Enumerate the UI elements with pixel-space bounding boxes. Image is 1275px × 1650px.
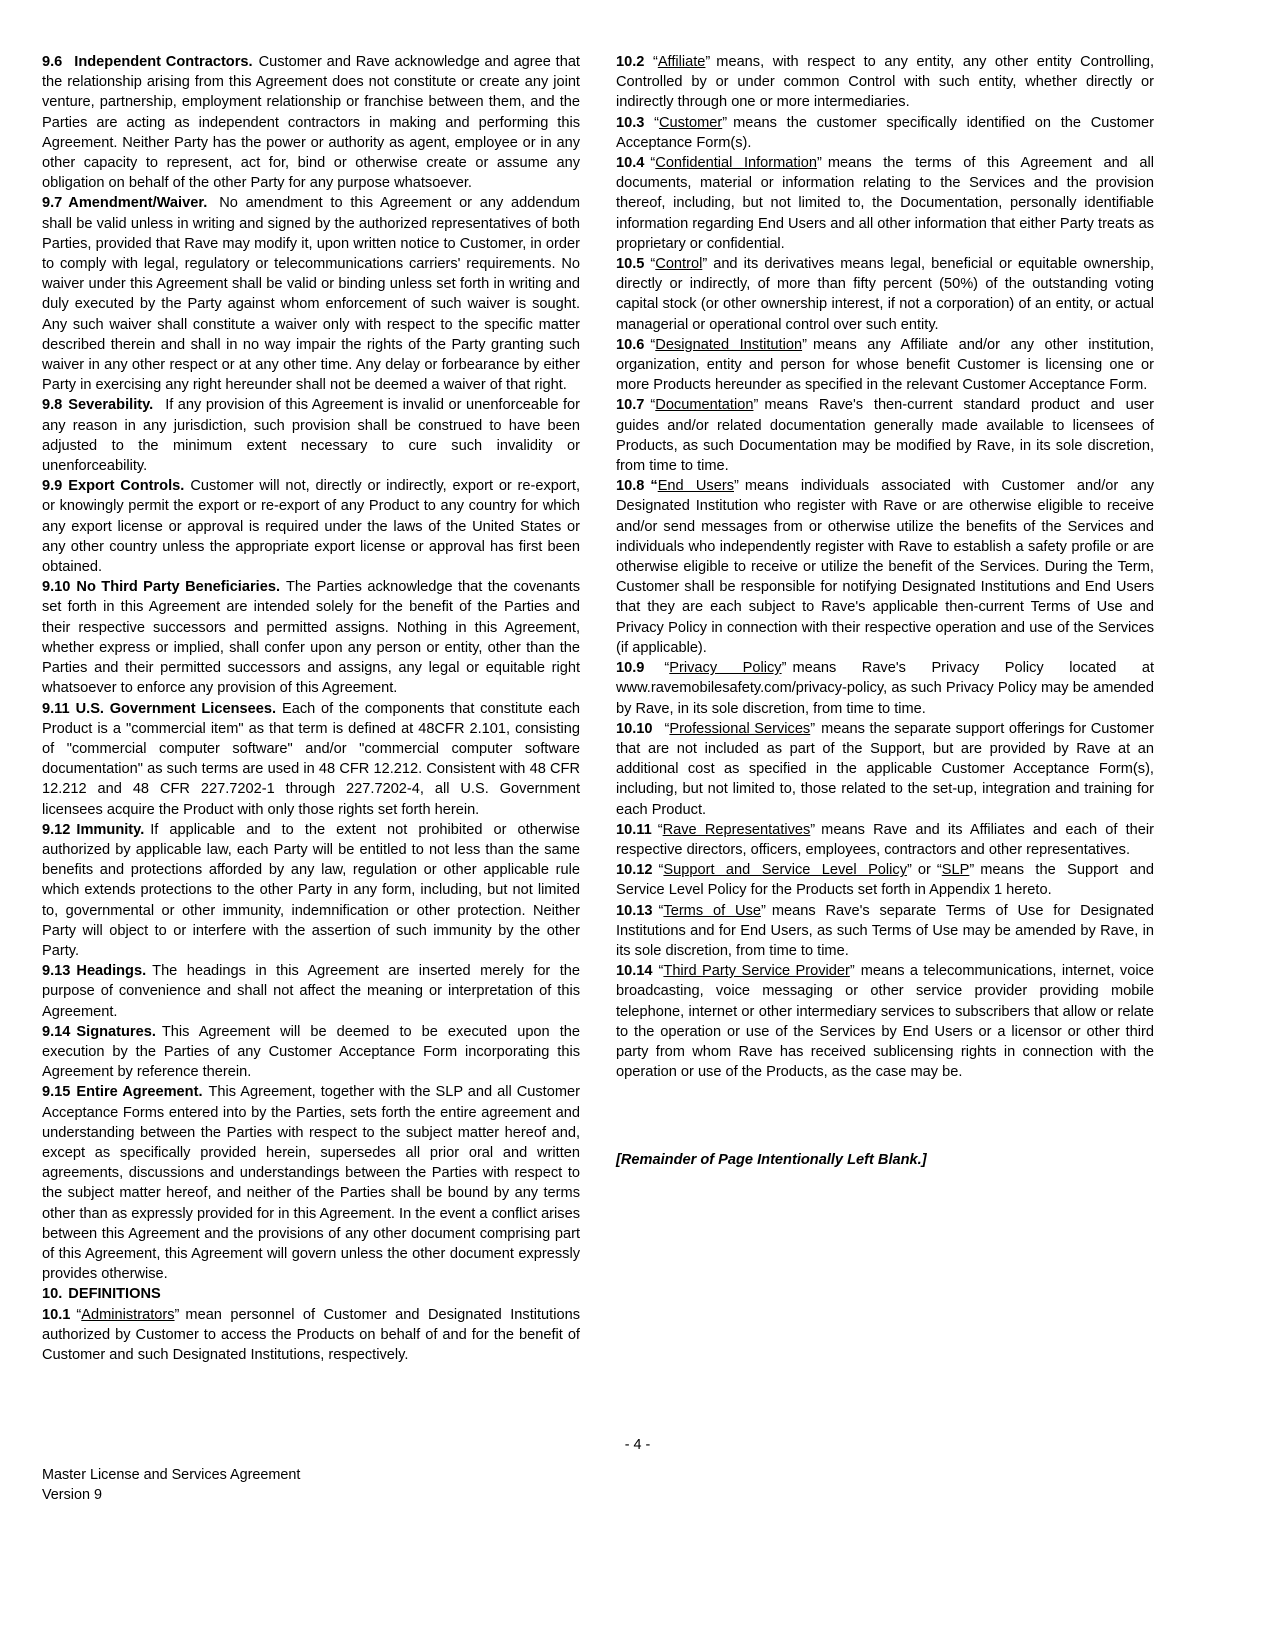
section-10-2: 10.2 “Affiliate” means, with respect to any entity, any other entity Controlling, Controlled by or under common Control with such entity, whether directly or indirectly through one or more intermediaries. (616, 54, 1154, 111)
section-10-9-term: Privacy Policy (669, 660, 782, 677)
section-10-14: 10.14 “Third Party Service Provider” means a telecommunications, internet, voice broadcasting, voice messaging or other service provider providing mobile telephone, internet or other intermediary services to subscribers that allow or relate to the operation or use of the Services by End Users or a licensor or other third party from whom Rave has received sublicensing rights in connection with the operation or use of the Products, as the case may be. (616, 963, 1154, 1081)
section-10-2-body: means, with respect to any entity, any other entity Controlling, Controlled by or under common Control with such entity, whether directly or indirectly through one or more intermediaries. (616, 54, 1154, 111)
section-10-7-term: Documentation (655, 397, 754, 414)
section-10-10-term: Professional Services (669, 720, 811, 737)
section-10-10: 10.10 “Professional Services” means the separate support offerings for Customer that are not included as part of the Support, but are provided by Rave at an additional cost as specified in the applicable Customer Acceptance Form(s), including, but not limited to, those related to the set-up, integration and training for each Product. (616, 720, 1154, 818)
section-10-6-number: 10.6 (616, 336, 645, 353)
footer-version: Version 9 (42, 1487, 103, 1504)
section-10-1-body: mean personnel of Customer and Designated Institutions authorized by Customer to access the Products on behalf of and for the benefit of Customer and such Designated Institutions, respectively. (42, 1306, 580, 1363)
section-10-4: 10.4 “Confidential Information” means the terms of this Agreement and all documents, material or information relating to the Services and the provision thereof, including, but not limited to, the Documentation, personally identifiable information regarding End Users and all other information that either Party treats as proprietary or confidential. (616, 155, 1154, 252)
section-10-number: 10. (42, 1286, 63, 1303)
section-9-15-number: 9.15 (42, 1084, 71, 1101)
section-9-6 (42, 52, 580, 193)
section-10-8-term: End Users (657, 478, 734, 495)
section-10-3: 10.3 “Customer” means the customer specifically identified on the Customer Acceptance Form(s). (616, 114, 1154, 151)
section-9-11-heading: U.S. Government Licensees. (75, 700, 277, 717)
section-9-8-body: If any provision of this Agreement is invalid or unenforceable for any reason in any jurisdiction, such provision shall be construed to have been adjusted to the minimum extent necessary to cure such invalidity or unenforceability. (42, 397, 580, 475)
section-9-8-number: 9.8 (42, 397, 63, 414)
section-10-2-term: Affiliate (657, 54, 706, 70)
section-10-12-term: Support and Service Level Policy (663, 862, 907, 879)
section-9-10-heading: No Third Party Beneficiaries. (76, 579, 280, 596)
section-9-8-heading: Severability. (68, 397, 154, 414)
section-9-12-heading: Immunity. (76, 821, 145, 838)
section-9-11-number: 9.11 (42, 700, 70, 717)
section-9-10 (42, 577, 580, 698)
section-10-4-number: 10.4 (616, 155, 645, 172)
section-10-13-number: 10.13 (616, 902, 653, 919)
section-9-15-heading: Entire Agreement. (76, 1084, 203, 1101)
section-9-15-body: This Agreement, together with the SLP and all Customer Acceptance Forms entered into by the Parties, sets forth the entire agreement and understanding between the Parties with respect to the subject matter hereof and, except as specifically provided herein, supersedes all prior oral and written agreements, discussions and understandings between the Parties with respect to the subject matter hereof, and neither of the Parties shall be bound by any terms other than as expressly provided for in this Agreement. In the event a conflict arises between this Agreement and the provisions of any other document comprising part of this Agreement, this Agreement will govern unless the other document expressly provides otherwise. (42, 1084, 580, 1283)
section-10-13: 10.13 “Terms of Use” means Rave's separate Terms of Use for Designated Institutions and for End Users, as such Terms of Use may be amended by Rave, in its sole discretion, from time to time. (616, 902, 1154, 959)
section-10-5-body: and its derivatives means legal, beneficial or equitable ownership, directly or indirectly, of more than fifty percent (50%) of the outstanding voting capital stock (or other ownership interest, if not a corporation) of an entity, or actual managerial or operational control over such entity. (616, 256, 1154, 333)
right-column (616, 52, 1154, 1168)
section-10-12-body: means the Support and Service Level Policy for the Products set forth in Appendix 1 hereto. (616, 862, 1154, 899)
section-10-7-number: 10.7 (616, 397, 645, 414)
section-9-13 (42, 961, 580, 1022)
section-10-8: 10.8 “End Users” means individuals associated with Customer and/or any Designated Institution who register with Rave or are otherwise eligible to receive and/or send messages from or otherwise utilize the benefits of the Services and individuals who independently register with Rave to establish a safety profile or are otherwise eligible to receive or utilize the benefit of the Services. During the Term, Customer shall be responsible for notifying Designated Institutions and End Users that they are each subject to Rave's applicable then-current Terms of Use and Privacy Policy in connection with their respective operation and use of the Services (if applicable). (616, 478, 1154, 656)
section-9-8 (42, 395, 580, 476)
section-10-12-number: 10.12 (616, 862, 653, 879)
section-9-9-heading: Export Controls. (68, 478, 185, 495)
section-9-9-number: 9.9 (42, 478, 63, 495)
section-10-13-body: means Rave's separate Terms of Use for Designated Institutions and for End Users, as such Terms of Use may be amended by Rave, in its sole discretion, from time to time. (616, 902, 1154, 959)
section-10-1-number: 10.1 (42, 1306, 71, 1323)
remainder-of-page-note: [Remainder of Page Intentionally Left Blank.] (616, 1152, 927, 1169)
section-10-9-body: means Rave's Privacy Policy located at www.ravemobilesafety.com/privacy-policy, as such Privacy Policy may be amended by Rave, in its sole discretion, from time to time. (616, 660, 1154, 717)
section-10-14-number: 10.14 (616, 963, 653, 980)
section-9-6-body: Customer and Rave acknowledge and agree that the relationship arising from this Agreement does not constitute or create any joint venture, partnership, employment relationship or franchise between them, and the Parties are acting as independent contractors in making and performing this Agreement. Neither Party has the power or authority as agent, employee or in any other capacity to represent, act for, bind or otherwise create or assume any obligation on behalf of the other Party for any purpose whatsoever. (42, 54, 580, 192)
section-9-11-body: Each of the components that constitute each Product is a "commercial item" as that term is defined at 48CFR 2.101, consisting of "commercial computer software" and/or "commercial computer software documentation" as such terms are used in 48 CFR 12.212. Consistent with 48 CFR 12.212 and 48 CFR 227.7202-1 through 227.7202-4, all U.S. Government licensees acquire the Product with only those rights set forth herein. (42, 700, 580, 818)
page-number: - 4 - (624, 1437, 651, 1453)
section-10-1: 10.1 “Administrators” mean personnel of Customer and Designated Institutions authorized by Customer to access the Products on behalf of and for the benefit of Customer and such Designated Institutions, respectively. (42, 1306, 580, 1363)
two-column-body (42, 52, 1203, 1365)
section-10-2-number: 10.2 (616, 54, 645, 70)
section-10-7: 10.7 “Documentation” means Rave's then-current standard product and user guides and/or related documentation generally made available to licensees of Products, as such Documentation may be modified by Rave, in its sole discretion, from time to time. (616, 397, 1154, 475)
section-10-6-body: means any Affiliate and/or any other institution, organization, entity and person for whose benefit Customer is licensing one or more Products hereunder as specified in the relevant Customer Acceptance Form. (616, 336, 1154, 394)
section-10-6-term: Designated Institution (655, 336, 803, 353)
section-9-14-heading: Signatures. (76, 1023, 156, 1040)
section-9-10-body: The Parties acknowledge that the covenants set forth in this Agreement are intended solely for the benefit of the Parties and their respective successors and permitted assigns. Nothing in this Agreement, whether express or implied, shall confer upon any person or entity, other than the Parties and their permitted successors and assigns, any legal or equitable right whatsoever to enforce any provision of this Agreement. (42, 579, 580, 697)
section-9-7-body: No amendment to this Agreement or any addendum shall be valid unless in writing and signed by the authorized representatives of both Parties, provided that Rave may modify it, upon written notice to Customer, in order to comply with legal, regulatory or telecommunications carriers' requirements. No waiver under this Agreement shall be valid or binding unless set forth in writing and duly executed by the Party against whom enforcement of such waiver is sought. Any such waiver shall constitute a waiver only with respect to the specific matter described therein and shall in no way impair the rights of the Party granting such waiver in any other respect or at any other time. Any delay or forbearance by either Party in exercising any right hereunder shall not be deemed a waiver of that right. (42, 195, 580, 394)
section-10-5-number: 10.5 (616, 256, 645, 273)
section-10-14-term: Third Party Service Provider (663, 963, 850, 980)
section-9-12-number: 9.12 (42, 821, 71, 838)
section-9-7 (42, 193, 580, 395)
section-10-13-term: Terms of Use (663, 902, 761, 919)
section-9-7-heading: Amendment/Waiver. (68, 195, 208, 212)
section-10-12: 10.12 “Support and Service Level Policy” or “SLP” means the Support and Service Level Policy for the Products set forth in Appendix 1 hereto. (616, 862, 1154, 899)
section-9-9 (42, 476, 580, 577)
section-9-14-number: 9.14 (42, 1023, 71, 1040)
section-9-15 (42, 1082, 580, 1284)
section-10-11-number: 10.11 (616, 821, 652, 838)
section-10-12-term-2: SLP (941, 862, 970, 879)
section-9-9-body: Customer will not, directly or indirectly, export or re-export, or knowingly permit the export or re-export of any Product to any country for which any export license or approval is required under the laws of the United States or any other country unless the appropriate export license or approval has first been obtained. (42, 478, 580, 576)
section-9-7-number: 9.7 (42, 195, 63, 212)
section-9-6-heading: Independent Contractors. (74, 54, 253, 70)
section-9-13-heading: Headings. (76, 963, 147, 980)
left-column (42, 52, 580, 1365)
section-10-9-number: 10.9 (616, 660, 645, 677)
section-9-11 (42, 699, 580, 820)
section-9-12 (42, 820, 580, 961)
section-10-10-body: means the separate support offerings for Customer that are not included as part of the Support, but are provided by Rave at an additional cost as specified in the applicable Customer Acceptance Form(s), including, but not limited to, those related to the set-up, integration and training for each Product. (616, 720, 1154, 818)
section-9-14 (42, 1022, 580, 1083)
section-10-1-term: Administrators (81, 1306, 175, 1323)
section-10-5-term: Control (655, 256, 703, 273)
section-10-4-body: means the terms of this Agreement and all documents, material or information relating to the Services and the provision thereof, including, but not limited to, the Documentation, personally identifiable information regarding End Users and all other information that either Party treats as proprietary or confidential. (616, 155, 1154, 252)
section-10-10-number: 10.10 (616, 720, 653, 737)
section-10-5: 10.5 “Control” and its derivatives means legal, beneficial or equitable ownership, directly or indirectly, of more than fifty percent (50%) of the outstanding voting capital stock (or other ownership interest, if not a corporation) of an entity, or actual managerial or operational control over such entity. (616, 256, 1154, 333)
footer-title: Master License and Services Agreement (42, 1467, 301, 1483)
section-9-10-number: 9.10 (42, 579, 71, 596)
section-10-12-mid: or (917, 862, 931, 879)
section-10-3-number: 10.3 (616, 114, 645, 131)
section-10-11-body: means Rave and its Affiliates and each of their respective directors, officers, employees, contractors and other representatives. (616, 821, 1154, 858)
section-10-3-term: Customer (658, 114, 723, 131)
section-10-4-term: Confidential Information (655, 155, 817, 172)
section-10-9: 10.9 “Privacy Policy” means Rave's Privacy Policy located at www.ravemobilesafety.com/privacy-policy, as such Privacy Policy may be amended by Rave, in its sole discretion, from time to time. (616, 660, 1154, 717)
section-10-heading: DEFINITIONS (68, 1286, 161, 1303)
section-10-11-term: Rave Representatives (662, 821, 811, 838)
section-10-heading-line (42, 1284, 580, 1304)
section-10-11: 10.11 “Rave Representatives” means Rave and its Affiliates and each of their respective directors, officers, employees, contractors and other representatives. (616, 821, 1154, 858)
section-9-6-number: 9.6 (42, 54, 63, 70)
document-footer (42, 1465, 300, 1506)
section-10-6: 10.6 “Designated Institution” means any Affiliate and/or any other institution, organization, entity and person for whose benefit Customer is licensing one or more Products hereunder as specified in the relevant Customer Acceptance Form. (616, 336, 1154, 394)
section-9-12-body: If applicable and to the extent not prohibited or otherwise authorized by applicable law, each Party will be entitled to not less than the same benefits and protections afforded by any law, regulation or other applicable rule which extends protections to the other Party in any form, including, but not limited to, governmental or other immunity, indemnification or other protection. Neither Party will object to or interfere with the assertion of such immunity by the other Party. (42, 821, 580, 959)
section-10-8-number: 10.8 (616, 478, 645, 495)
section-9-13-number: 9.13 (42, 963, 71, 980)
section-10-3-body: means the customer specifically identified on the Customer Acceptance Form(s). (616, 114, 1154, 151)
section-9-13-body: The headings in this Agreement are inserted merely for the purpose of convenience and shall not affect the meaning or interpretation of this Agreement. (42, 963, 580, 1020)
section-10-8-body: means individuals associated with Customer and/or any Designated Institution who register with Rave or are otherwise eligible to receive and/or send messages from or otherwise utilize the benefits of the Services and individuals who independently register with Rave to establish a safety profile or are otherwise eligible to receive or utilize the benefit of the Services. During the Term, Customer shall be responsible for notifying Designated Institutions and End Users that they are each subject to Rave's applicable then-current Terms of Use and Privacy Policy in connection with their respective operation and use of the Services (if applicable). (616, 478, 1154, 656)
section-10-14-body: means a telecommunications, internet, voice broadcasting, voice messaging or other service provider providing mobile telephone, internet or other intermediary services to subscribers that allow or relate to the operation or use of the Services by End Users or a licensor or other third party from whom Rave has received sublicensing rights in connection with the operation or use of the Products, as the case may be. (616, 963, 1154, 1081)
section-9-14-body: This Agreement will be deemed to be executed upon the execution by the Parties of any Customer Acceptance Form incorporating this Agreement by reference therein. (42, 1023, 580, 1081)
section-10-7-body: means Rave's then-current standard product and user guides and/or related documentation generally made available to licensees of Products, as such Documentation may be modified by Rave, in its sole discretion, from time to time. (616, 397, 1154, 475)
